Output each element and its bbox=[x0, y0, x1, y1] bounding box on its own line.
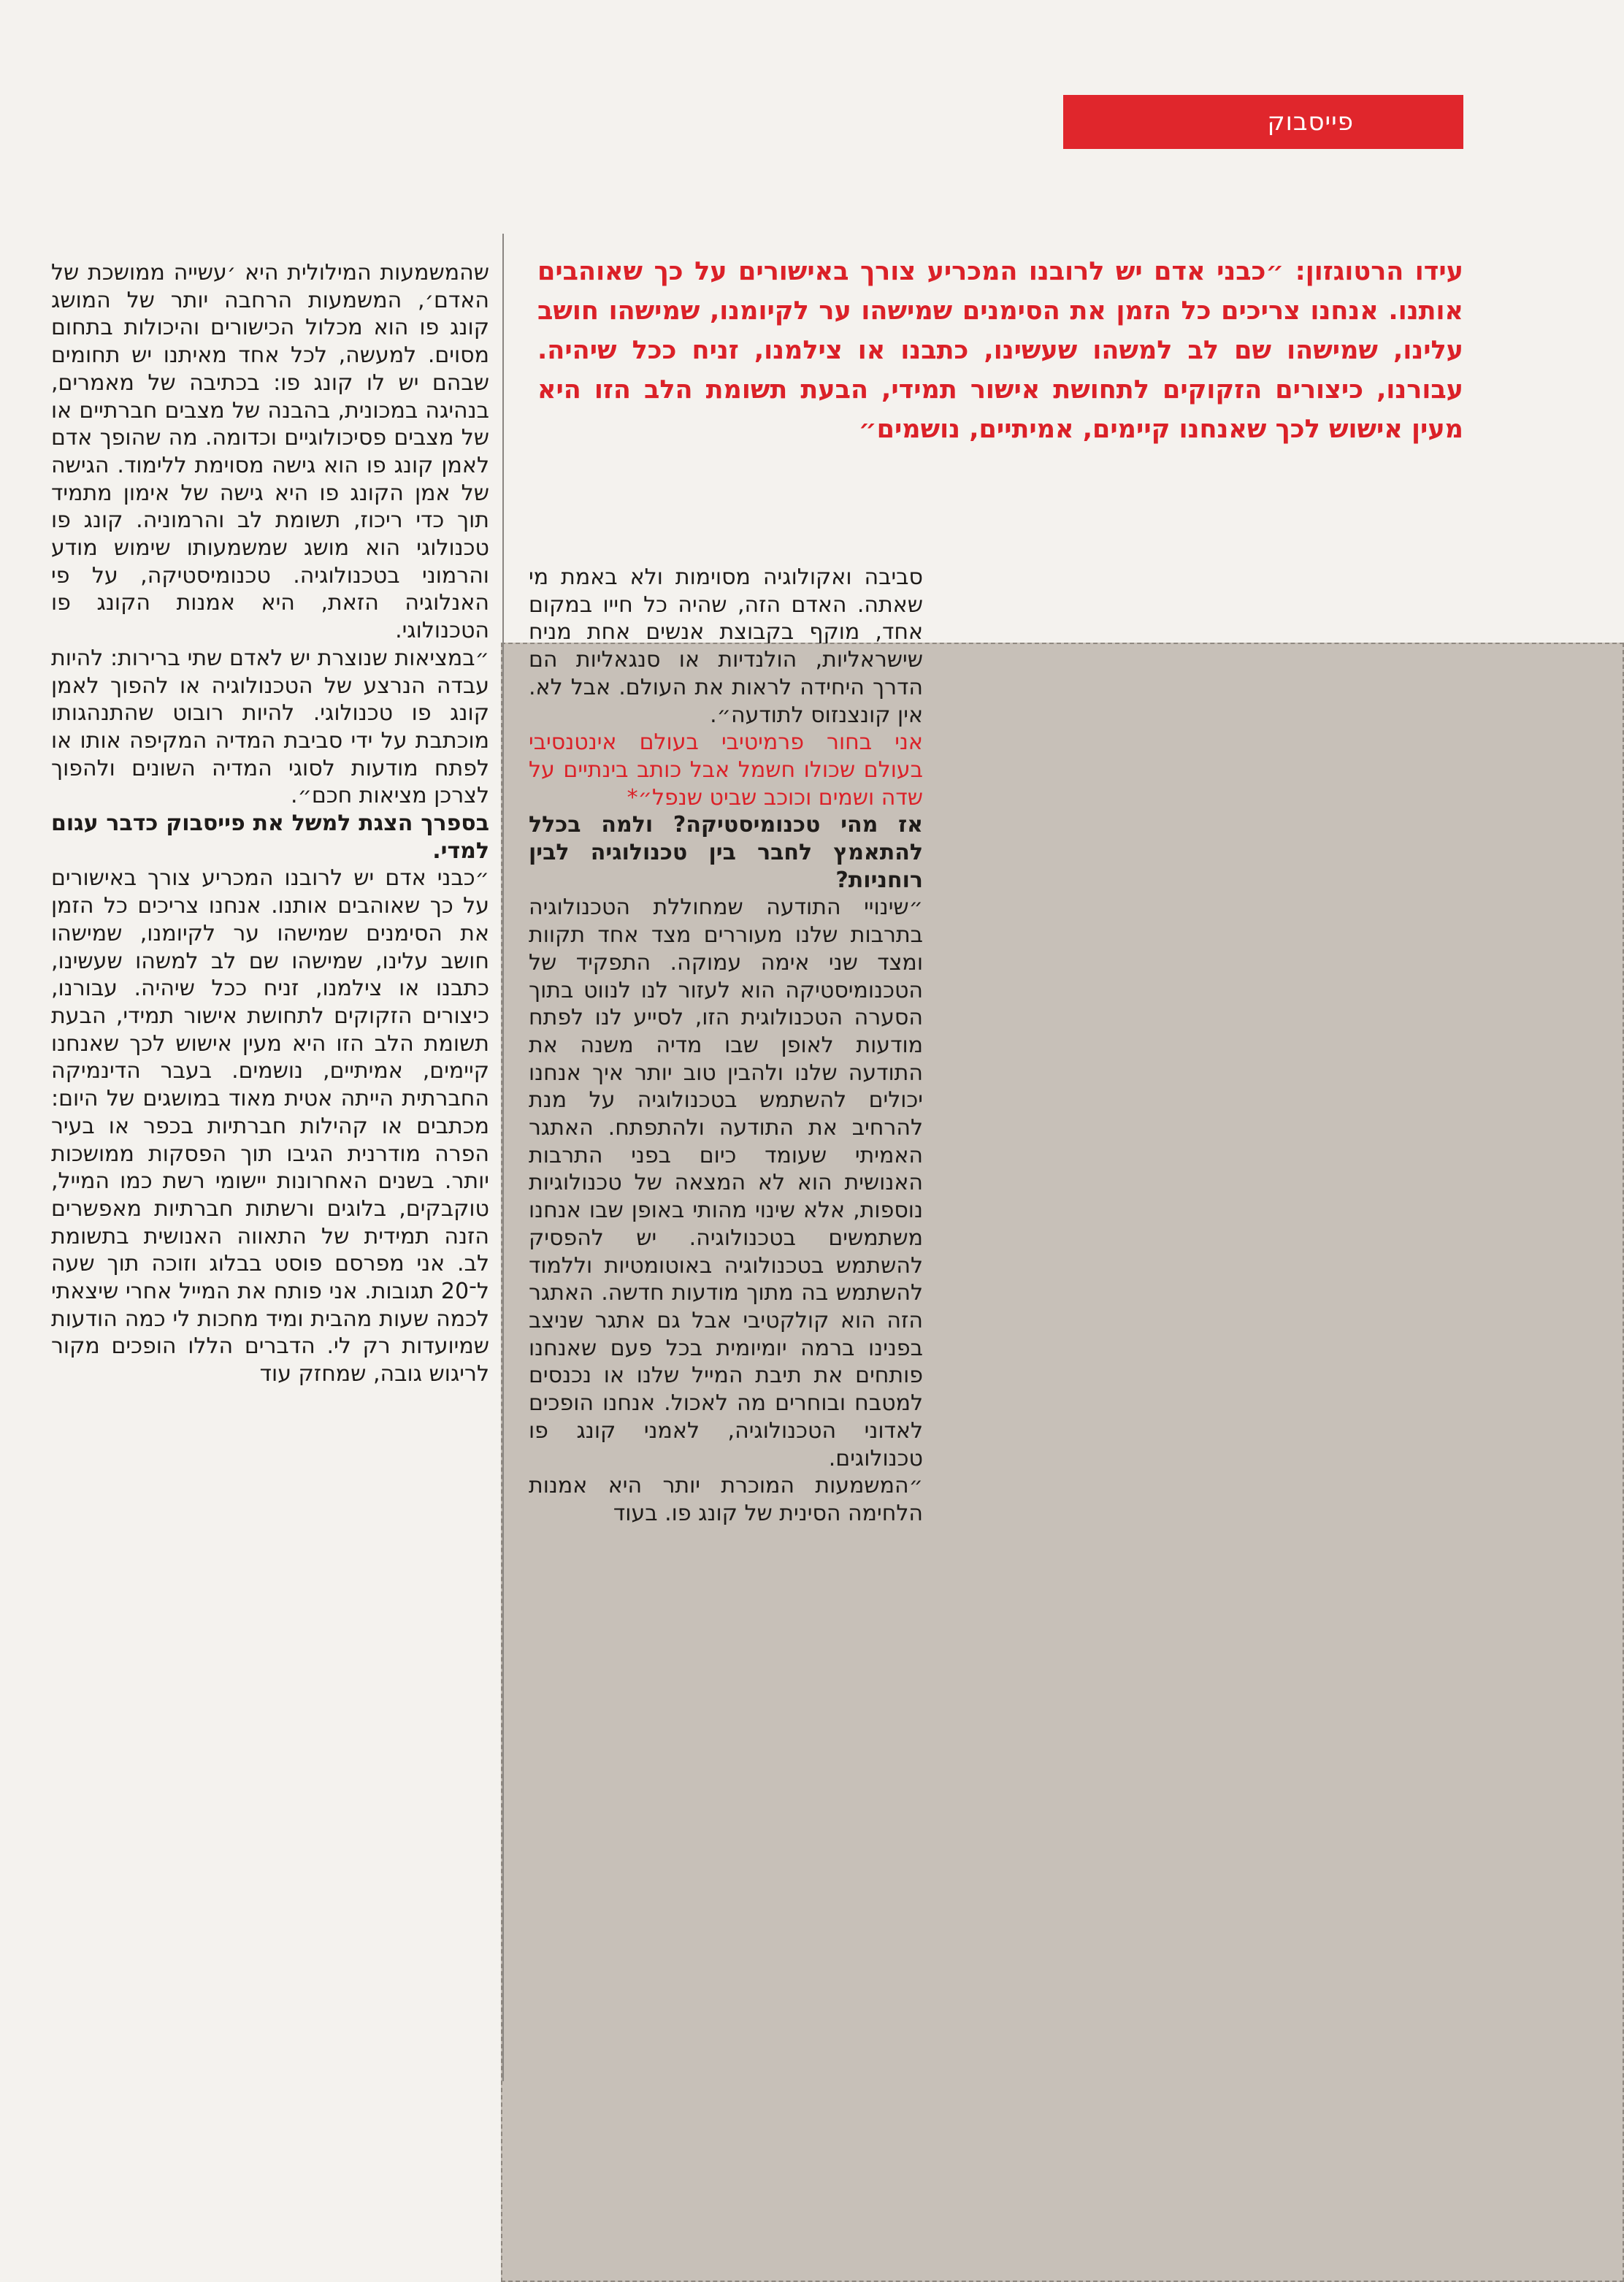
paragraph: ״שינויי התודעה שמחוללת הטכנולוגיה בתרבות שלנו מעוררים מצד אחד תקוות ומצד שני אימה עמוקה. התפקיד של הטכנומיסטיקה הוא לעזור לנו לנווט בתוך הסערה הטכנולוגית הזו, לסייע לנו לפתח מודעות לאופן שבו מדיה משנה את התודעה שלנו ולהבין טוב יותר איך אנחנו יכולים להשתמש בטכנולוגיה על מנת להרחיב את התודעה ולהתפתח. האתגר האמיתי שעומד כיום בפני התרבות האנושית הוא לא המצאה של טכנולוגיות נוספות, אלא שינוי מהותי באופן שבו אנחנו משתמשים בטכנולוגיה. יש להפסיק להשתמש בטכנולוגיה באוטומטיות וללמוד להשתמש בה מתוך מודעות חדשה. האתגר הזה הוא קולקטיבי אבל גם אתגר שניצב בפנינו ברמה יומיומית בכל פעם שאנחנו פותחים את תיבת המייל שלנו או נכנסים למטבח ובוחרים מה לאכול. אנחנו הופכים לאדוני הטכנולוגיה, לאמני קונג פו טכנולוגים. bbox=[529, 895, 923, 1471]
poem-quote: אני בחור פרמיטיבי בעולם אינטנסיבי בעולם שכולו חשמל אבל כותב בינתיים על שדה ושמים וכוכב שביט שנפל״* bbox=[529, 730, 923, 811]
middle-column bbox=[529, 564, 923, 1528]
left-column bbox=[51, 259, 489, 1388]
paragraph: ״כבני אדם יש לרובנו המכריע צורך באישורים על כך שאוהבים אותנו. אנחנו צריכים כל הזמן את הסימנים שמישהו ער לקיומנו, שמישהו חושב עלינו, שמישהו שם לב למשהו שעשינו, כתבנו או צילמנו, זניח ככל שיהיה. עבורנו, כיצורים הזקוקים לתחושת אישור תמידי, הבעת תשומת הלב הזו היא מעין אישוש לכך שאנחנו קיימים, אמיתיים, נושמים. בעבר הדינמיקה החברתית הייתה אטית מאוד במושגים של היום: מכתבים או קהילות חברתיות בכפר או בעיר הפרה מודרנית הגיבו תוך הפסקות ממושכות יותר. בשנים האחרונות יישומי רשת כמו המייל, טוקבקים, בלוגים ורשתות חברתיות מאפשרים הזנה תמידית של התאווה האנושית בתשומת לב. אני מפרסם פוסט בבלוג וזוכה תוך שעה ל־20 תגובות. אני פותח את המייל אחרי שיצאתי לכמה שעות מהבית ומיד מחכות לי כמה הודעות שמיועדות רק לי. הדברים הללו הופכים מקור לריגוש גובה, שמחזק עוד bbox=[51, 865, 489, 1387]
section-tag: פייסבוק bbox=[1063, 95, 1463, 149]
paragraph: ״במציאות שנוצרת יש לאדם שתי ברירות: להיות עבדה הנרצע של הטכנולוגיה או להפוך לאמן קונג פו טכנולוגי. להיות רובוט שהתנהגותו מוכתבת על ידי סביבת המדיה המקיפה אותו או לפתח מודעות לסוגי המדיה השונים ולהפוך לצרכן מציאות חכם״. bbox=[51, 645, 489, 809]
column-divider bbox=[502, 234, 504, 2081]
paragraph: ״המשמעות המוכרת יותר היא אמנות הלחימה הסינית של קונג פו. בעוד bbox=[529, 1473, 923, 1526]
interview-question: אז מהי טכנומיסטיקה? ולמה בכלל להתאמץ לחבר בין טכנולוגיה לבין רוחניות? bbox=[529, 812, 923, 893]
pull-quote: עידו הרטוגזון: ״כבני אדם יש לרובנו המכריע צורך באישורים על כך שאוהבים אותנו. אנחנו צריכים כל הזמן את הסימנים שמישהו ער לקיומנו, שמישהו חושב עלינו, שמישהו שם לב למשהו שעשינו, כתבנו או צילמנו, זניח ככל שיהיה. עבורנו, כיצורים הזקוקים לתחושת אישור תמידי, הבעת תשומת הלב הזו היא מעין אישוש לכך שאנחנו קיימים, אמיתיים, נושמים״ bbox=[537, 257, 1463, 444]
interview-question: בספרך הצגת למשל את פייסבוק כדבר עגום למדי. bbox=[51, 811, 489, 864]
paragraph: שהמשמעות המילולית היא ׳עשייה ממושכת של האדם׳, המשמעות הרחבה יותר של המושג קונג פו הוא מכלול הכישורים והיכולות בתחום מסוים. למעשה, לכל אחד מאיתנו יש תחומים שבהם יש לו קונג פו: בכתיבה של מאמרים, בנהיגה במכונית, בהבנה של מצבים חברתיים או של מצבים פסיכולוגיים וכדומה. מה שהופך אדם לאמן קונג פו הוא גישה מסוימת ללימוד. הגישה של אמן הקונג פו היא גישה של אימון מתמיד תוך כדי ריכוז, תשומת לב והרמוניה. קונג פו טכנולוגי הוא מושג שמשמעותו שימוש מודע והרמוני בטכנולוגיה. טכנומיסטיקה, על פי האנלוגיה הזאת, היא אמנות הקונג פו הטכנולוגי. bbox=[51, 260, 489, 644]
paragraph: סביבה ואקולוגיה מסוימות ולא באמת מי שאתה. האדם הזה, שהיה כל חייו במקום אחד, מוקף בקבוצת אנשים אחת מניח שישראליות, הולנדיות או סנגאליות הם הדרך היחידה לראות את העולם. אבל לא. אין קונצנזוס לתודעה״. bbox=[529, 564, 923, 728]
